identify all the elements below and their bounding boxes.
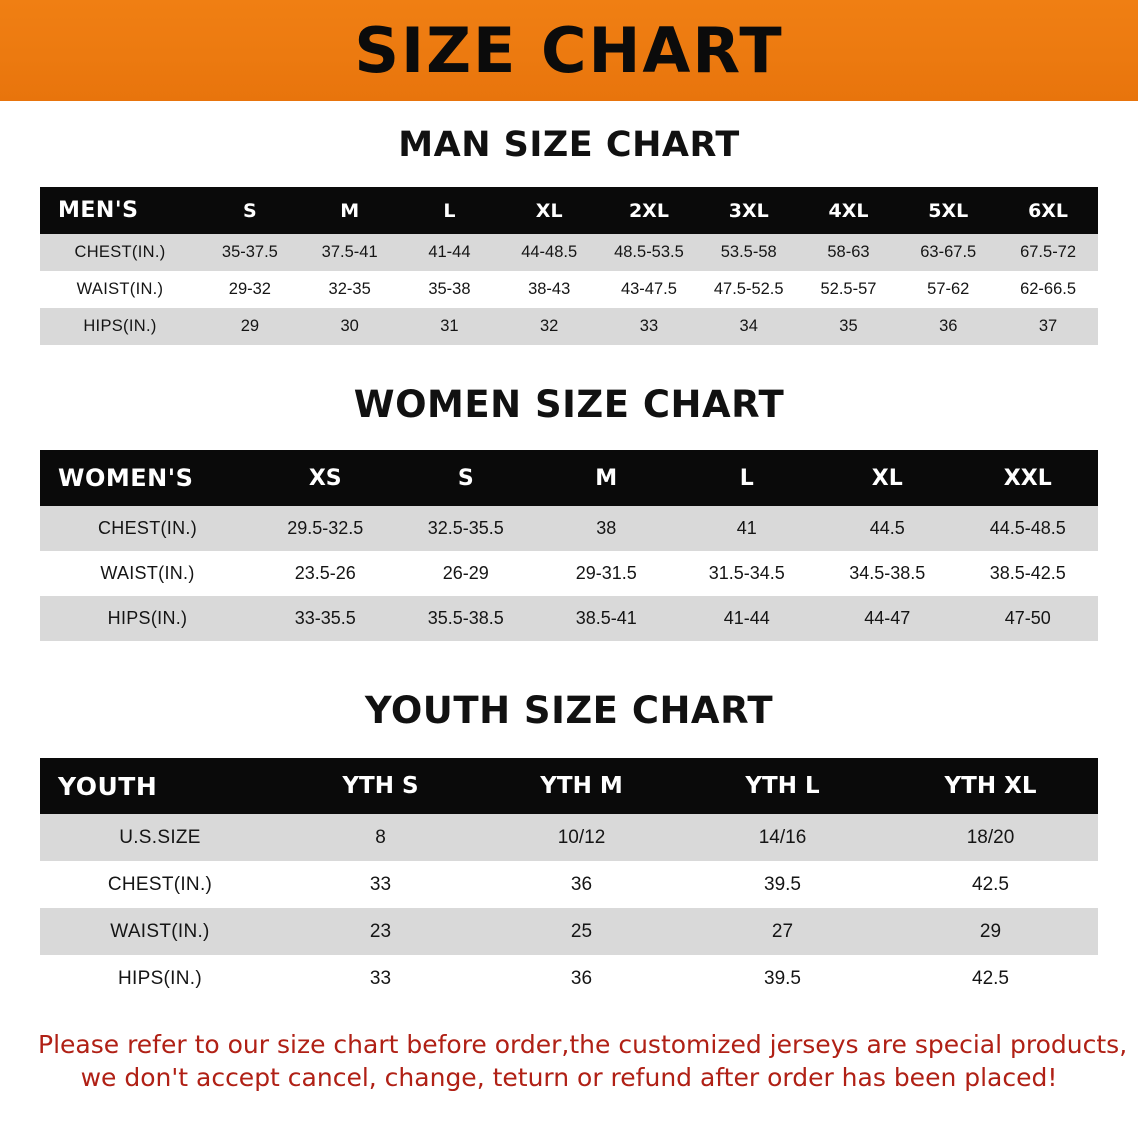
youth-header-cell: YOUTH [40,758,280,814]
table-cell: 29 [883,908,1098,955]
row-label: HIPS(IN.) [40,955,280,1002]
table-cell: 58-63 [799,234,899,271]
table-header-row [40,450,1098,506]
table-cell: 25 [481,908,682,955]
table-cell: 42.5 [883,955,1098,1002]
table-cell: 27 [682,908,883,955]
table-cell: 29-32 [200,271,300,308]
man-header-cell: 4XL [799,187,899,234]
table-cell: 35-37.5 [200,234,300,271]
table-row [40,506,1098,551]
table-cell: 23.5-26 [255,551,396,596]
youth-header-cell: YTH S [280,758,481,814]
table-row [40,271,1098,308]
table-cell: 39.5 [682,955,883,1002]
note-line-1: Please refer to our size chart before order,the customized jerseys are special products, [38,1030,1128,1059]
row-label: CHEST(IN.) [40,234,200,271]
row-label: WAIST(IN.) [40,551,255,596]
youth-section-title: YOUTH SIZE CHART [364,689,774,732]
table-cell: 37 [998,308,1098,345]
women-table-wrapper [0,450,1138,641]
table-header-row [40,187,1098,234]
table-cell: 62-66.5 [998,271,1098,308]
row-label: WAIST(IN.) [40,908,280,955]
table-row [40,551,1098,596]
table-cell: 18/20 [883,814,1098,861]
man-table-wrapper [0,187,1138,345]
table-cell: 33-35.5 [255,596,396,641]
page-banner [0,0,1138,101]
women-header-cell: S [396,450,537,506]
table-cell: 44.5-48.5 [958,506,1099,551]
man-header-cell: 6XL [998,187,1098,234]
row-label: HIPS(IN.) [40,596,255,641]
table-cell: 29 [200,308,300,345]
table-cell: 41-44 [400,234,500,271]
table-cell: 42.5 [883,861,1098,908]
table-cell: 44.5 [817,506,958,551]
table-cell: 30 [300,308,400,345]
women-header-cell: XXL [958,450,1099,506]
women-table-header [40,450,1098,506]
man-header-cell: M [300,187,400,234]
table-cell: 47.5-52.5 [699,271,799,308]
table-cell: 35-38 [400,271,500,308]
youth-header-cell: YTH XL [883,758,1098,814]
table-cell: 53.5-58 [699,234,799,271]
man-header-cell: S [200,187,300,234]
table-cell: 36 [481,861,682,908]
youth-table-body [40,814,1098,1002]
man-table-body [40,234,1098,345]
youth-table-wrapper [0,758,1138,1002]
table-cell: 8 [280,814,481,861]
row-label: CHEST(IN.) [40,861,280,908]
row-label: CHEST(IN.) [40,506,255,551]
table-cell: 26-29 [396,551,537,596]
youth-size-table [40,758,1098,1002]
table-cell: 44-48.5 [499,234,599,271]
size-chart-note [38,1028,1128,1094]
table-cell: 34 [699,308,799,345]
table-header-row [40,758,1098,814]
table-cell: 33 [280,955,481,1002]
table-cell: 14/16 [682,814,883,861]
man-header-cell: XL [499,187,599,234]
table-cell: 43-47.5 [599,271,699,308]
youth-header-cell: YTH M [481,758,682,814]
man-header-cell: MEN'S [40,187,200,234]
table-row [40,596,1098,641]
table-row [40,234,1098,271]
table-cell: 41 [677,506,818,551]
youth-table-header [40,758,1098,814]
women-header-cell: WOMEN'S [40,450,255,506]
table-cell: 33 [599,308,699,345]
table-cell: 36 [481,955,682,1002]
table-cell: 44-47 [817,596,958,641]
table-cell: 35 [799,308,899,345]
man-header-cell: 2XL [599,187,699,234]
table-cell: 47-50 [958,596,1099,641]
women-header-cell: L [677,450,818,506]
table-cell: 29-31.5 [536,551,677,596]
table-cell: 23 [280,908,481,955]
row-label: U.S.SIZE [40,814,280,861]
table-cell: 52.5-57 [799,271,899,308]
man-section-title: MAN SIZE CHART [398,125,740,165]
women-size-table [40,450,1098,641]
page-title: SIZE CHART [354,13,784,87]
table-cell: 38 [536,506,677,551]
table-row [40,908,1098,955]
table-cell: 35.5-38.5 [396,596,537,641]
table-row [40,814,1098,861]
table-cell: 39.5 [682,861,883,908]
row-label: HIPS(IN.) [40,308,200,345]
table-cell: 32 [499,308,599,345]
man-header-cell: 5XL [898,187,998,234]
table-cell: 38-43 [499,271,599,308]
women-header-cell: XS [255,450,396,506]
table-cell: 33 [280,861,481,908]
table-cell: 36 [898,308,998,345]
table-cell: 10/12 [481,814,682,861]
table-cell: 41-44 [677,596,818,641]
table-row [40,308,1098,345]
row-label: WAIST(IN.) [40,271,200,308]
table-cell: 32-35 [300,271,400,308]
man-size-table [40,187,1098,345]
note-line-2: we don't accept cancel, change, teturn or refund after order has been placed! [80,1063,1058,1092]
table-cell: 31.5-34.5 [677,551,818,596]
table-row [40,955,1098,1002]
table-cell: 32.5-35.5 [396,506,537,551]
table-row [40,861,1098,908]
women-table-body [40,506,1098,641]
man-header-cell: L [400,187,500,234]
table-cell: 38.5-41 [536,596,677,641]
youth-header-cell: YTH L [682,758,883,814]
table-cell: 34.5-38.5 [817,551,958,596]
table-cell: 57-62 [898,271,998,308]
table-cell: 38.5-42.5 [958,551,1099,596]
table-cell: 48.5-53.5 [599,234,699,271]
women-header-cell: XL [817,450,958,506]
man-table-header [40,187,1098,234]
table-cell: 37.5-41 [300,234,400,271]
table-cell: 63-67.5 [898,234,998,271]
women-section-title: WOMEN SIZE CHART [353,383,785,426]
table-cell: 31 [400,308,500,345]
table-cell: 29.5-32.5 [255,506,396,551]
women-header-cell: M [536,450,677,506]
man-header-cell: 3XL [699,187,799,234]
table-cell: 67.5-72 [998,234,1098,271]
